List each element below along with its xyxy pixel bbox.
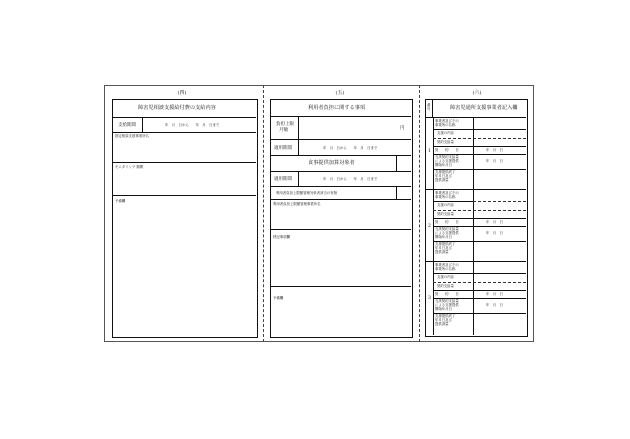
panel6-entry-3 (426, 262, 526, 335)
entry-number: 2 (428, 224, 431, 229)
panel5-apply-period-label-cell (271, 140, 299, 156)
panel5-cap-label-1: 負担上限 (276, 122, 294, 127)
start-date-value[interactable]: 年 月 日 (486, 231, 503, 235)
panel5-apply-period-value[interactable]: 年 月 日から 年 月 日まで (323, 146, 378, 150)
panel5-special-label: 特記事項欄 (273, 235, 290, 239)
panel5-meal-title-inner (271, 156, 397, 172)
row-dash-divider (433, 210, 526, 211)
row-dash-divider (433, 282, 526, 283)
panel5-special-cell[interactable] (271, 230, 411, 287)
row-divider (433, 273, 526, 274)
contract-date-label: 契 約 日 (435, 292, 459, 296)
panel5-cap-label-cell (271, 117, 299, 140)
panel6-title: 障害児通所支援事業者記入欄 (450, 105, 518, 111)
section-label-6: (六) (472, 90, 482, 96)
panel-user-burden (270, 99, 413, 338)
panel5-apply-period-row-2 (271, 172, 411, 187)
panel4-designated-label: 指定相談支援事業所名 (115, 134, 149, 138)
panel5-title-cell (271, 100, 411, 117)
panel6-header-row (426, 100, 526, 118)
panel6-number-header-cell (426, 100, 433, 118)
panel4-period-value[interactable]: 年 月 日から 年 月 日まで (165, 123, 220, 127)
panel6-entry-1 (426, 118, 526, 190)
contract-date-label: 契 約 日 (435, 220, 459, 224)
panel5-meal-title: 食事提供加算対象者 (308, 160, 355, 166)
start-date-value[interactable]: 年 月 日 (486, 159, 503, 163)
entry-number: 1 (428, 149, 431, 154)
panel4-notes-cell[interactable] (113, 196, 256, 336)
end-label-1: 支援提供終了 (435, 314, 456, 318)
panel4-monitoring-label: モニタリング 期間 (115, 165, 144, 169)
panel4-title-cell (113, 100, 256, 118)
panel5-apply-period-label: 適用期間 (274, 146, 292, 151)
start-label-1: 当該契約支給量 (435, 155, 459, 159)
panel5-notes-label: 予備欄 (273, 296, 284, 300)
panel5-cap-label-2: 月額 (279, 128, 288, 133)
office-label-2: 事業所の名称 (435, 123, 456, 127)
panel5-mgmt-target-label: 利用者負担上限額管理対象者該当の有無 (276, 191, 338, 195)
support-label: 支援の内容 (437, 203, 454, 207)
panel-provider-entry (425, 99, 528, 337)
panel4-period-label-cell (113, 118, 143, 133)
panel5-cap-row (271, 117, 411, 140)
panel5-apply-period-row (271, 140, 411, 156)
end-label-2: 年月日及び (435, 174, 452, 178)
contract-amount-label: 契約支給量 (437, 212, 454, 216)
start-label-3: 開始年月日 (435, 235, 452, 239)
contract-date-value[interactable]: 年 月 日 (486, 148, 503, 152)
panel4-period-label: 支給期間 (118, 123, 136, 128)
panel4-designated-cell[interactable] (113, 133, 256, 163)
row-dash-divider (433, 138, 526, 139)
office-label-1: 事業者及びその (435, 191, 459, 195)
panel5-yen-unit: 円 (400, 126, 405, 131)
support-label: 支援の内容 (437, 131, 454, 135)
end-label-2: 年月日及び (435, 246, 452, 250)
entry-number: 3 (428, 296, 431, 301)
row-divider (433, 129, 526, 130)
office-label-2: 事業所の名称 (435, 267, 456, 271)
panel4-title: 障害児相談支援給付費の支給内容 (138, 105, 216, 111)
office-label-1: 事業者及びその (435, 119, 459, 123)
contract-date-value[interactable]: 年 月 日 (486, 220, 503, 224)
panel5-apply-period-label-cell-2 (271, 172, 299, 187)
panel5-notes-cell[interactable] (271, 287, 411, 336)
end-label-3: 提供済量 (435, 178, 449, 182)
panel5-title: 利用者負担に関する事項 (308, 105, 366, 111)
row-divider (433, 218, 526, 219)
start-label-3: 開始年月日 (435, 307, 452, 311)
panel5-mgmt-office-label: 利用者負担上限額管理事業所名 (273, 202, 321, 206)
row-dash-divider (473, 201, 526, 202)
panel4-period-row (113, 118, 256, 133)
end-label-3: 提供済量 (435, 250, 449, 254)
panel4-notes-label: 予備欄 (115, 199, 126, 203)
panel5-mgmt-target-cell (271, 187, 411, 200)
panel5-apply-period-label-2: 適用期間 (274, 177, 292, 182)
contract-amount-label: 契約支給量 (437, 284, 454, 288)
contract-amount-label: 契約支給量 (437, 140, 454, 144)
end-label-1: 支援提供終了 (435, 242, 456, 246)
start-label-2: による支援提供 (435, 159, 459, 163)
start-label-1: 当該契約支給量 (435, 299, 459, 303)
start-label-2: による支援提供 (435, 231, 459, 235)
start-label-2: による支援提供 (435, 303, 459, 307)
panel6-number-header: 番号 (427, 103, 431, 111)
support-label: 支援の内容 (437, 275, 454, 279)
panel4-monitoring-cell[interactable] (113, 163, 256, 196)
row-divider (433, 290, 526, 291)
section-label-4: (四) (177, 90, 187, 96)
office-label-2: 事業所の名称 (435, 195, 456, 199)
panel-support-payment (112, 99, 258, 338)
fold-line-right (419, 85, 420, 342)
panel5-meal-title-cell (271, 156, 411, 172)
fold-line-left (263, 85, 264, 342)
end-label-3: 提供済量 (435, 322, 449, 326)
contract-date-label: 契 約 日 (435, 148, 459, 152)
start-date-value[interactable]: 年 月 日 (486, 303, 503, 307)
start-label-3: 開始年月日 (435, 163, 452, 167)
start-label-1: 当該契約支給量 (435, 227, 459, 231)
panel5-mgmt-target-inner (271, 187, 397, 200)
panel5-apply-period-value-2[interactable]: 年 月 日から 年 月 日まで (323, 177, 378, 181)
end-label-1: 支援提供終了 (435, 170, 456, 174)
row-divider (433, 146, 526, 147)
contract-date-value[interactable]: 年 月 日 (486, 292, 503, 296)
end-label-2: 年月日及び (435, 318, 452, 322)
panel5-mgmt-office-cell[interactable] (271, 200, 411, 230)
office-label-1: 事業者及びその (435, 263, 459, 267)
row-divider (433, 201, 473, 202)
panel6-entry-2 (426, 190, 526, 262)
section-label-5: (五) (335, 90, 345, 96)
